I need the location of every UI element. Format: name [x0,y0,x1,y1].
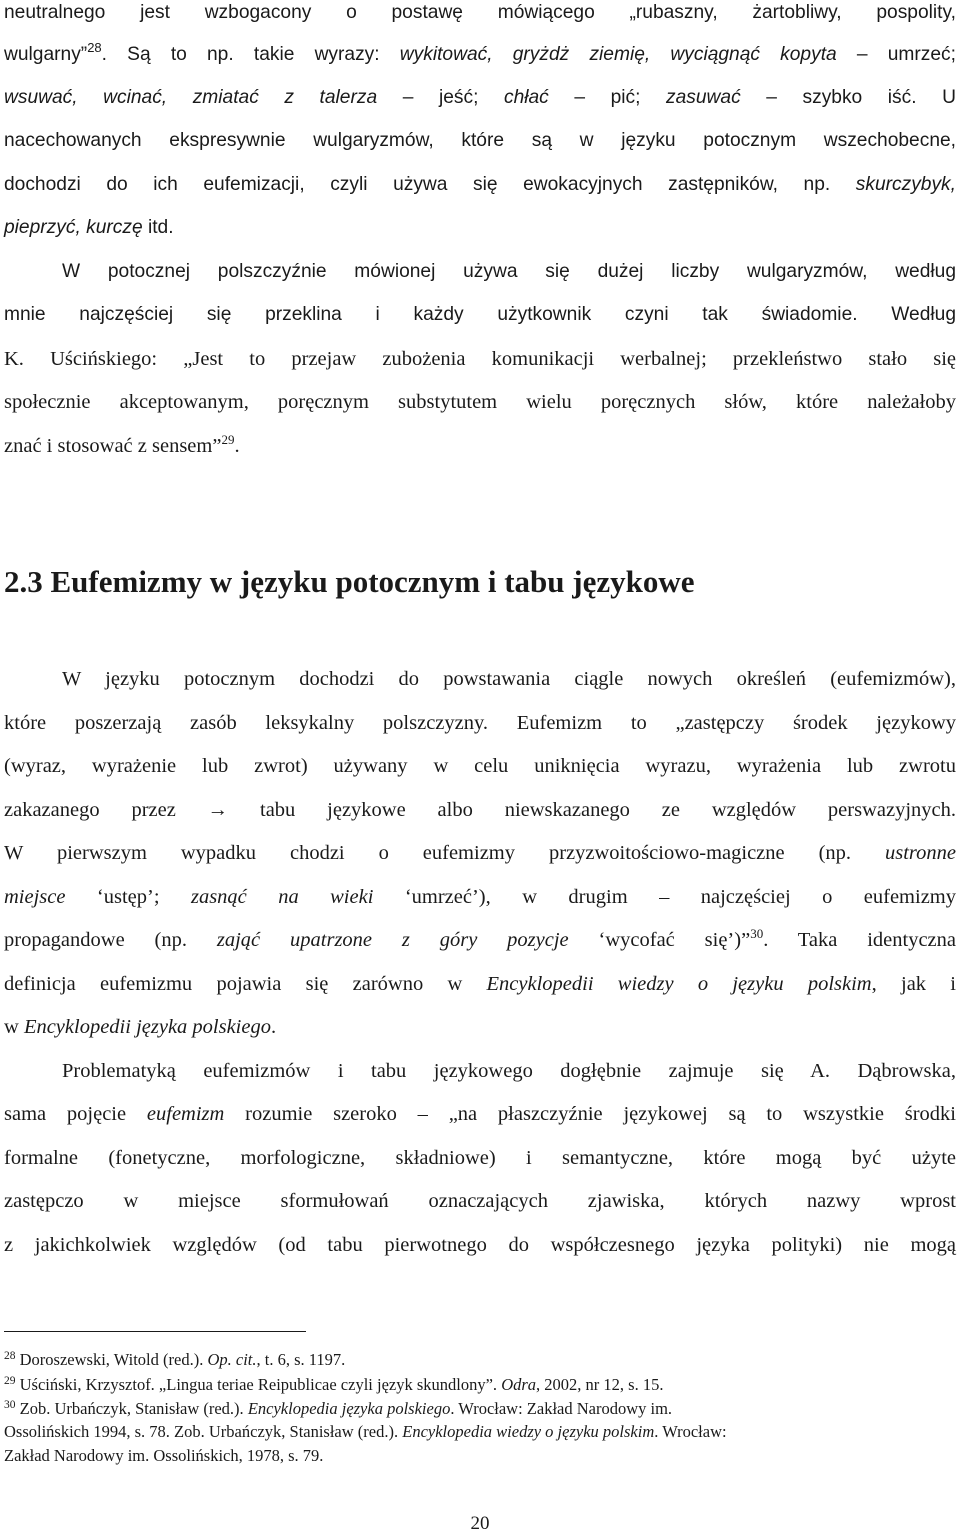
text-run: – jeść; [377,87,504,108]
text-run: , 2002, nr 12, s. 15. [536,1375,664,1394]
text-run: Ossolińskich 1994, s. 78. Zob. Urbańczyk, Stanisław (red.). [4,1422,403,1441]
italic-text: Encyklopedii wiedzy o języku polskim [486,973,872,995]
text-run: Zob. Urbańczyk, Stanisław (red.). [15,1399,248,1418]
footnote-ref[interactable]: 29 [221,432,235,447]
text-line [4,797,956,823]
text-line [4,1145,956,1171]
text-run: znać i stosować z sensem” [4,435,222,457]
italic-text: miejsce [4,886,66,908]
italic-text: Encyklopedia wiedzy o języku polskim [402,1422,655,1441]
text-line [4,884,956,910]
footnote-28 [4,1349,956,1370]
text-line [62,666,956,692]
text-line [4,85,956,111]
footnote-number: 30 [4,1399,16,1411]
text-run: – umrzeć; [836,44,956,65]
text-run: Doroszewski, Witold (red.). [15,1350,208,1369]
text-run: propagandowe (np. [4,929,217,951]
text-line [4,128,956,154]
text-line [4,0,956,26]
text-run: z jakichkolwiek względów (od tabu pierwotnego do współczesnego języka polityki) nie mogą [4,1234,956,1256]
text-run: ‘ustęp’; [65,886,191,908]
text-line [62,1058,956,1084]
text-run: neutralnego jest wzbogacony o postawę mówiącego „rubaszny, żartobliwy, pospolity, [4,2,956,23]
text-run: W pierwszym wypadku chodzi o eufemizmy przyzwoitościowo-magiczne (np. [4,842,885,864]
footnote-29 [4,1374,956,1395]
italic-text: Op. cit. [207,1350,257,1369]
text-run: definicja eufemizmu pojawia się zarówno w [4,973,487,995]
text-line [4,1188,956,1214]
text-run: . Wrocław: Zakład Narodowy im. [450,1399,673,1418]
text-run: w [4,1016,24,1038]
text-line [4,42,956,68]
text-line [4,840,956,866]
text-line [4,710,956,736]
footnote-30 [4,1398,956,1419]
text-run: formalne (fonetyczne, morfologiczne, składniowe) i semantyczne, które mogą być użyte [4,1147,956,1169]
text-run: Zakład Narodowy im. Ossolińskich, 1978, s. 79. [4,1446,324,1465]
italic-text: skurczybyk, [855,174,956,195]
text-line [4,215,956,241]
italic-text: wsuwać, wcinać, zmiatać z talerza [4,87,378,108]
text-run: W potocznej polszczyźnie mówionej używa się dużej liczby wulgaryzmów, według [62,261,956,282]
italic-text: zasnąć na wieki [190,886,374,908]
text-run: . [270,1016,277,1038]
footnote-30-line-2 [4,1421,956,1442]
text-line [4,971,956,997]
text-run: – szybko iść. U [740,87,956,108]
text-line [4,346,956,372]
italic-text: Encyklopedii języka polskiego [23,1016,271,1038]
italic-text: ustronne [885,842,956,864]
footnote-number: 29 [4,1375,16,1387]
page-number: 20 [470,1513,490,1534]
text-line [4,1014,956,1040]
text-line [4,389,956,415]
text-run: nacechowanych ekspresywnie wulgaryzmów, które są w języku potocznym wszechobecne, [4,130,956,151]
text-run: (wyraz, wyrażenie lub zwrot) używany w celu uniknięcia wyrazu, wyrażenia lub zwrotu [4,755,956,777]
text-run: W języku potocznym dochodzi do powstawania ciągle nowych określeń (eufemizmów), [62,668,956,690]
footnote-ref[interactable]: 28 [87,40,102,55]
text-line [4,302,956,328]
text-line [4,433,956,459]
italic-text: pieprzyć, kurczę [4,217,143,238]
text-run: . Są to np. takie wyrazy: [101,44,400,65]
text-run: . Wrocław: [654,1422,727,1441]
text-run: , jak i [871,973,956,995]
italic-text: chłać [503,87,549,108]
italic-text: eufemizm [146,1103,225,1125]
text-run: itd. [142,217,174,238]
text-run: ‘umrzeć’), w drugim – najczęściej o eufemizmy [373,886,956,908]
text-line [4,753,956,779]
text-run: mnie najczęściej się przeklina i każdy użytkownik czyni tak świadomie. Według [4,304,956,325]
text-line [62,259,956,285]
text-run: – pić; [548,87,667,108]
text-run: Problematyką eufemizmów i tabu językowego dogłębnie zajmuje się A. Dąbrowska, [62,1060,956,1082]
text-run: wulgarny” [4,44,88,65]
text-run: zakazanego przez → tabu językowe albo niewskazanego ze względów perswazyjnych. [4,799,956,821]
footnote-30-line-3 [4,1445,956,1466]
text-line [4,1232,956,1258]
section-heading: 2.3 Eufemizmy w języku potocznym i tabu językowe [4,564,695,599]
text-line [4,1101,956,1127]
text-run: , t. 6, s. 1197. [256,1350,346,1369]
text-run: K. Uścińskiego: „Jest to przejaw zubożenia komunikacji werbalnej; przekleństwo stało się [4,348,956,370]
italic-text: wykitować, gryżdż ziemię, wyciągnąć kopyta [399,44,837,65]
text-run: społecznie akceptowanym, poręcznym substytutem wielu poręcznych słów, które należałoby [4,391,956,413]
text-run: Uściński, Krzysztof. „Lingua teriae Reipublicae czyli język skundlony”. [15,1375,502,1394]
footnote-number: 28 [4,1350,16,1362]
footnote-ref[interactable]: 30 [750,926,764,941]
italic-text: Encyklopedia języka polskiego [247,1399,451,1418]
text-run: . Taka identyczna [763,929,957,951]
italic-text: zająć upatrzone z góry pozycje [216,929,569,951]
text-run: sama pojęcie [4,1103,147,1125]
italic-text: zasuwać [666,87,741,108]
text-run: rozumie szeroko – „na płaszczyźnie językowej są to wszystkie środki [224,1103,956,1125]
text-line [4,927,956,953]
text-run: zastępczo w miejsce sformułowań oznaczających zjawiska, których nazwy wprost [4,1190,956,1212]
text-run: które poszerzają zasób leksykalny polszczyzny. Eufemizm to „zastępczy środek językowy [4,712,956,734]
text-run: ‘wycofać się’)” [568,929,751,951]
footnote-separator [4,1331,306,1332]
text-line [4,172,956,198]
text-run: dochodzi do ich eufemizacji, czyli używa się ewokacyjnych zastępników, np. [4,174,856,195]
italic-text: Odra [501,1375,537,1394]
text-run: . [234,435,240,457]
